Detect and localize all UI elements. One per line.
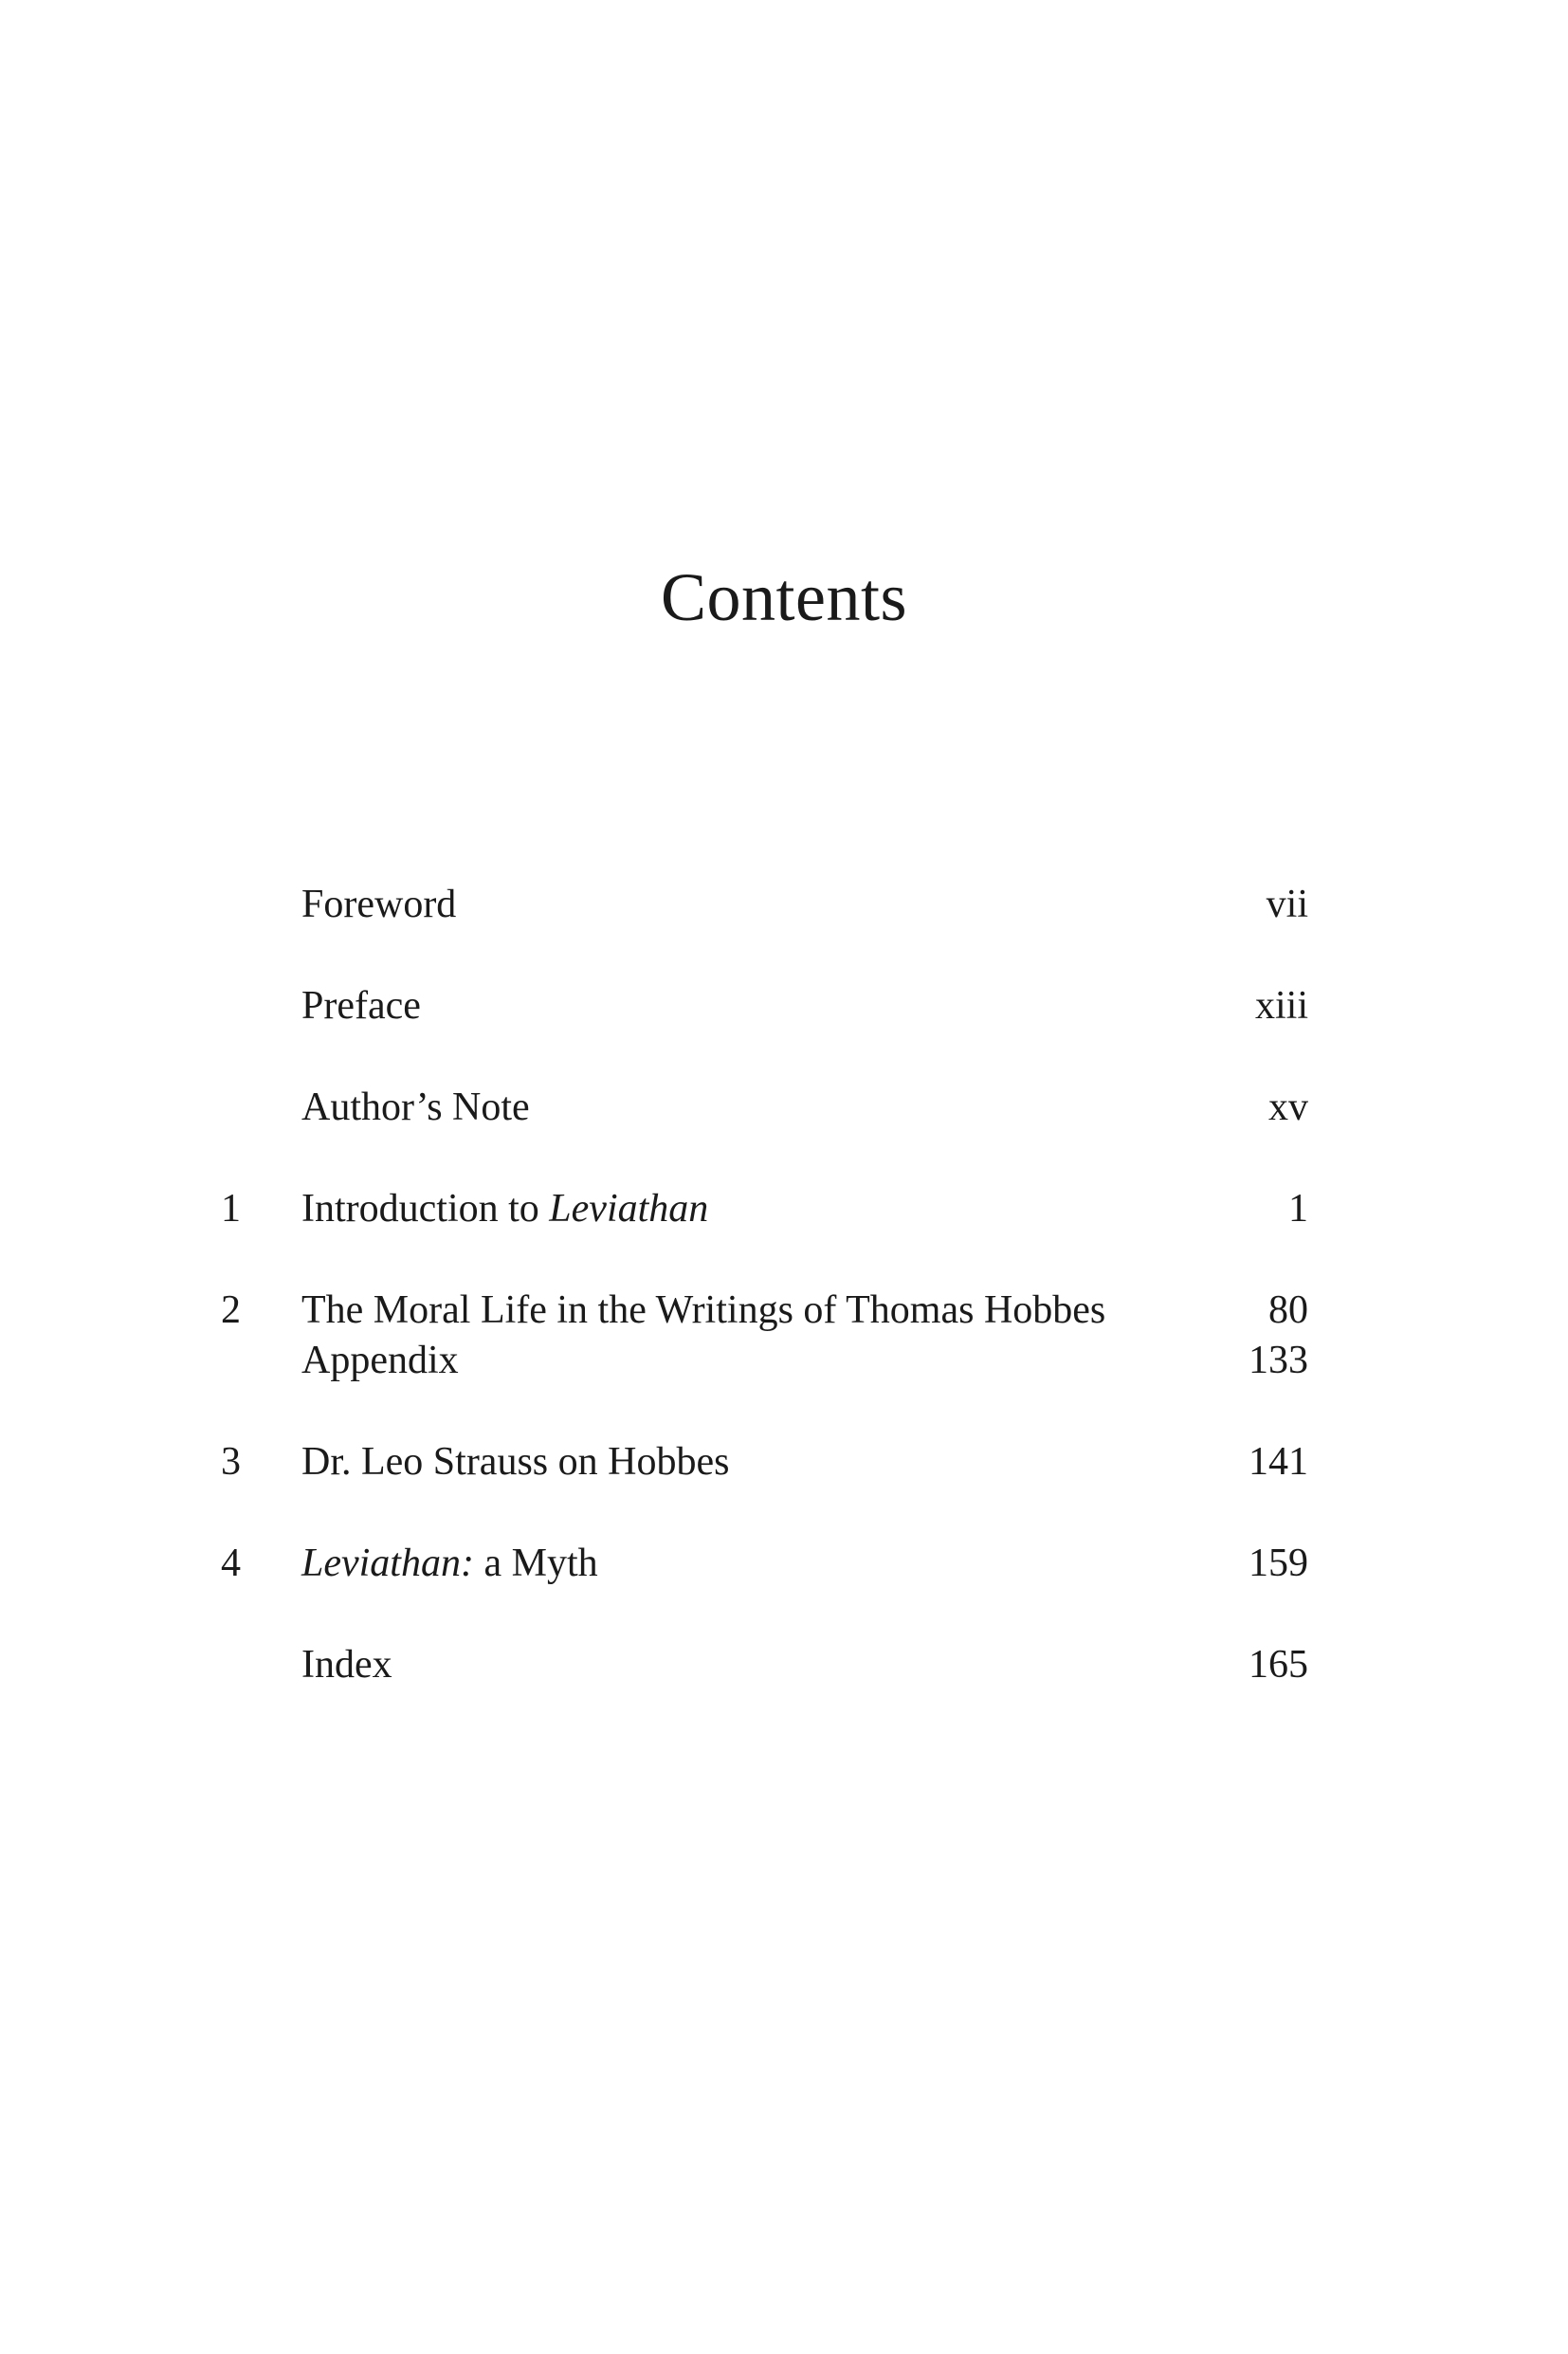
toc-entry-authors-note[interactable] bbox=[0, 1081, 1568, 1134]
toc-entry-title: Dr. Leo Strauss on Hobbes bbox=[301, 1440, 730, 1484]
toc-entry-title: The Moral Life in the Writings of Thomas Hobbes bbox=[301, 1288, 1106, 1332]
toc-entry-title: Preface bbox=[301, 984, 421, 1028]
toc-entry-page: 1 bbox=[1288, 1187, 1308, 1231]
toc-entry-title-text: Introduction to bbox=[301, 1187, 550, 1231]
toc-entry-chapter-3[interactable] bbox=[0, 1435, 1568, 1488]
toc-entry-preface[interactable] bbox=[0, 979, 1568, 1032]
toc-entry-number: 2 bbox=[221, 1288, 241, 1332]
toc-entry-index[interactable] bbox=[0, 1638, 1568, 1691]
toc-entry-number: 4 bbox=[221, 1542, 241, 1585]
toc-entry-title: Foreword bbox=[301, 883, 457, 926]
toc-entry-number: 1 bbox=[221, 1187, 241, 1231]
toc-entry-page: vii bbox=[1266, 883, 1308, 926]
toc-entry-number: 3 bbox=[221, 1440, 241, 1484]
page-title: Contents bbox=[660, 559, 907, 635]
toc-entry-page: xv bbox=[1268, 1086, 1308, 1129]
toc-entry-chapter-1[interactable] bbox=[0, 1182, 1568, 1235]
toc-entry-page: 165 bbox=[1249, 1643, 1308, 1687]
toc-entry-title-text: a Myth bbox=[473, 1542, 598, 1585]
toc-entry-page: 80 bbox=[1268, 1288, 1308, 1332]
toc-entry-title-italic: Leviathan: bbox=[301, 1542, 474, 1585]
toc-entry-page: 141 bbox=[1249, 1440, 1308, 1484]
toc-entry-title-italic: Leviathan bbox=[549, 1187, 709, 1231]
toc-entry-title bbox=[301, 1537, 598, 1590]
toc-entry-page: xiii bbox=[1254, 984, 1308, 1028]
toc-entry-page: 159 bbox=[1249, 1542, 1308, 1585]
toc-entry-foreword[interactable] bbox=[0, 878, 1568, 931]
toc-entry-title bbox=[301, 1182, 708, 1235]
toc-entry-chapter-4[interactable] bbox=[0, 1537, 1568, 1590]
toc-entry-page: 133 bbox=[1249, 1339, 1308, 1382]
toc-entry-title: Index bbox=[301, 1643, 392, 1687]
toc-entry-chapter-2[interactable] bbox=[0, 1284, 1568, 1337]
toc-entry-title: Author’s Note bbox=[301, 1086, 530, 1129]
toc-entry-title: Appendix bbox=[301, 1339, 459, 1382]
toc-entry-appendix[interactable] bbox=[0, 1334, 1568, 1387]
